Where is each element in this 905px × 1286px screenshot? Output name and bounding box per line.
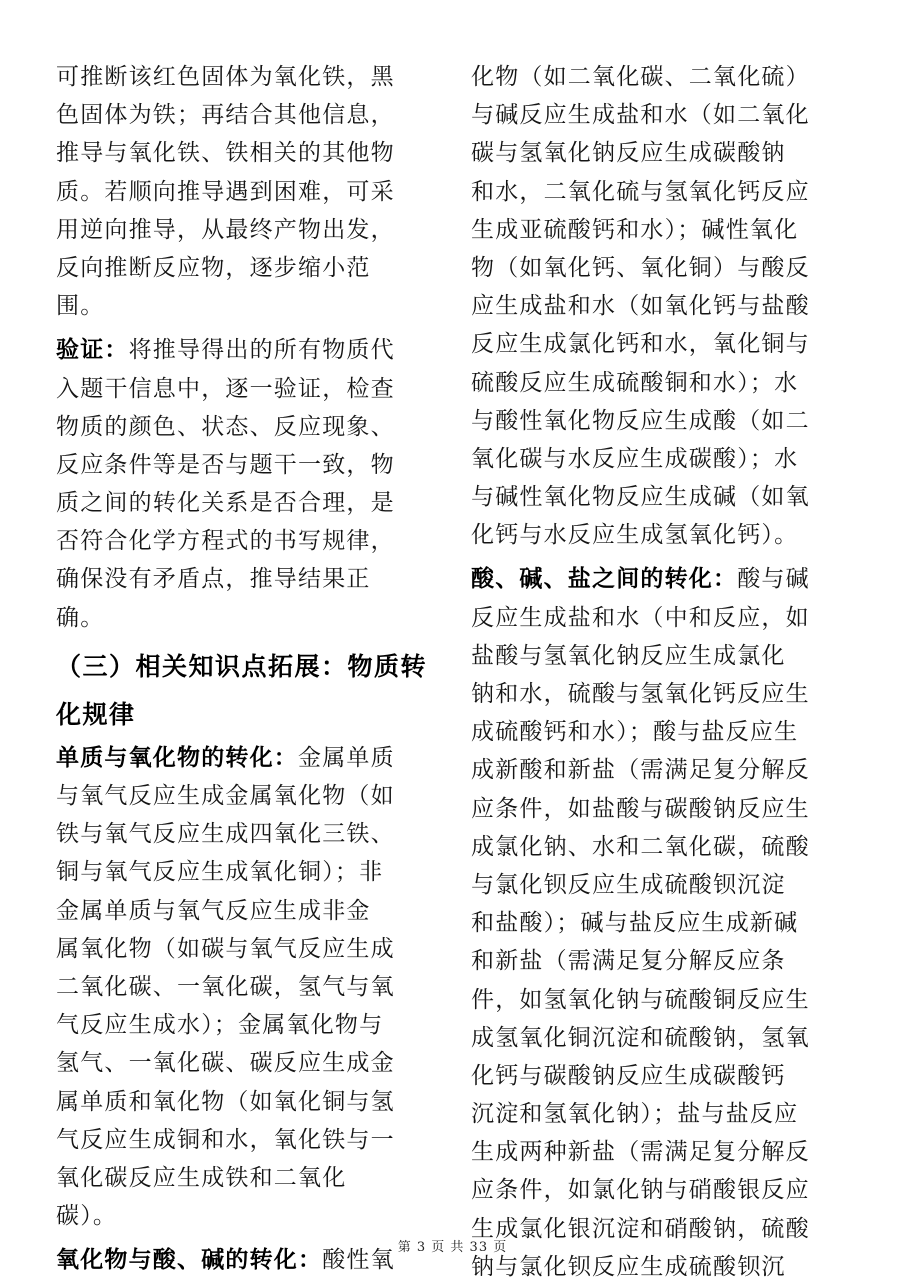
text-line: 二氧化碳、一氧化碳，氢气与氧 — [56, 973, 395, 1000]
right-column — [471, 58, 857, 1286]
text-line: 硫酸反应生成硫酸铜和水）；水 — [471, 369, 799, 396]
text-line: 和水，二氧化硫与氢氧化钙反应 — [471, 178, 810, 205]
text-line — [56, 331, 442, 369]
text-line: 与碱反应生成盐和水（如二氧化 — [471, 102, 810, 129]
text-line: 与氯化钡反应生成硫酸钡沉淀 — [471, 871, 786, 898]
element-oxide-label: 单质与氧化物的转化： — [56, 744, 298, 771]
text-line: 属氧化物（如碳与氧气反应生成 — [56, 935, 395, 962]
acid-base-salt-label: 酸、碱、盐之间的转化： — [471, 566, 738, 593]
text-line: 气反应生成铜和水，氧化铁与一 — [56, 1126, 395, 1153]
text-line: 沉淀和氢氧化钠）；盐与盐反应 — [471, 1101, 799, 1128]
text-line: 氧化碳与水反应生成碳酸）；水 — [471, 445, 799, 472]
text-line: 应条件，如氯化钠与硝酸银反应 — [471, 1177, 810, 1204]
heading-line: 化规律 — [56, 699, 136, 729]
paragraph-oxide-acid-cont — [471, 58, 857, 554]
text-line: 成氢氧化铜沉淀和硫酸钠，氢氧 — [471, 1024, 810, 1051]
text-line: 可推断该红色固体为氧化铁，黑 — [56, 64, 395, 90]
oxide-acid-label: 氧化物与酸、碱的转化： — [56, 1247, 323, 1274]
text-line: 反应生成盐和水（中和反应，如 — [471, 604, 810, 631]
text-line: 铜与氧气反应生成氧化铜）；非 — [56, 859, 384, 886]
paragraph-acid-base-salt — [471, 560, 857, 1286]
text-line: 用逆向推导，从最终产物出发， — [56, 216, 395, 243]
text-line — [56, 739, 442, 777]
text-line: 钠与氯化钡反应生成硫酸钡沉 — [471, 1253, 786, 1280]
text-line: 与酸性氧化物反应生成酸（如二 — [471, 407, 810, 434]
text-line: 氧化碳反应生成铁和二氧化 — [56, 1164, 347, 1191]
text-line: 质。若顺向推导遇到困难，可采 — [56, 178, 395, 205]
text-line: 生成亚硫酸钙和水）；碱性氧化 — [471, 216, 799, 243]
text-line: 金属单质与氧气反应生成非金 — [56, 897, 371, 924]
text-line: 生成氯化银沉淀和硝酸钠，硫酸 — [471, 1215, 810, 1242]
text-line: 化钙与水反应生成氢氧化钙）。 — [471, 522, 799, 549]
text-line: 属单质和氧化物（如氧化铜与氢 — [56, 1088, 395, 1115]
text-line: 件，如氢氧化钠与硫酸铜反应生 — [471, 986, 810, 1013]
text-line: 物（如氧化钙、氧化铜）与酸反 — [471, 254, 810, 281]
text-line: 物质的颜色、状态、反应现象、 — [56, 413, 395, 440]
text-line: 质之间的转化关系是否合理，是 — [56, 490, 395, 517]
text-line: 盐酸与氢氧化钠反应生成氯化 — [471, 642, 786, 669]
section-heading — [56, 643, 442, 739]
text-line: 钠和水，硫酸与氢氧化钙反应生 — [471, 681, 810, 707]
element-oxide-text: 金属单质 — [298, 744, 395, 771]
text-line: 碳与氢氧化钠反应生成碳酸钠 — [471, 140, 786, 167]
text-line: 应条件，如盐酸与碳酸钠反应生 — [471, 795, 810, 822]
text-line: 成新酸和新盐（需满足复分解反 — [471, 757, 810, 784]
left-column — [56, 58, 442, 1279]
text-line: 和新盐（需满足复分解反应条 — [471, 948, 786, 975]
text-line: 化物（如二氧化碳、二氧化硫） — [471, 64, 810, 90]
text-line: 确。 — [56, 604, 105, 631]
text-line: 气反应生成水）；金属氧化物与 — [56, 1012, 384, 1039]
text-line: 和盐酸）；碱与盐反应生成新碱 — [471, 910, 799, 937]
text-line: 铁与氧气反应生成四氧化三铁、 — [56, 821, 395, 848]
page-number-footer: 第 3 页 共 33 页 — [397, 1240, 508, 1255]
text-line: 确保没有矛盾点，推导结果正 — [56, 566, 371, 593]
text-line: 推导与氧化铁、铁相关的其他物 — [56, 140, 395, 167]
text-line: 氢气、一氧化碳、碳反应生成金 — [56, 1050, 395, 1077]
text-line: 生成两种新盐（需满足复分解反 — [471, 1139, 810, 1166]
text-line: 与氧气反应生成金属氧化物（如 — [56, 783, 395, 809]
text-line: 应生成盐和水（如氧化钙与盐酸 — [471, 293, 810, 320]
text-line: 碳）。 — [56, 1203, 118, 1230]
text-line: 否符合化学方程式的书写规律， — [56, 528, 395, 555]
text-line: 围。 — [56, 293, 105, 320]
text-line: 反应条件等是否与题干一致，物 — [56, 451, 395, 478]
paragraph-element-oxide — [56, 739, 442, 1235]
text-line: 入题干信息中，逐一验证，检查 — [56, 375, 395, 402]
text-line: 与碱性氧化物反应生成碱（如氧 — [471, 484, 810, 511]
text-line: 反应生成氯化钙和水，氧化铜与 — [471, 331, 810, 358]
text-line — [471, 560, 857, 598]
text-line: 成氯化钠、水和二氧化碳，硫酸 — [471, 833, 810, 860]
text-line: 色固体为铁；再结合其他信息， — [56, 102, 395, 129]
paragraph-verify — [56, 331, 442, 637]
acid-base-salt-text: 酸与碱 — [737, 566, 810, 593]
text-line: 成硫酸钙和水）；酸与盐反应生 — [471, 719, 799, 746]
heading-line: （三）相关知识点拓展：物质转 — [56, 651, 428, 681]
text-line: 化钙与碳酸钠反应生成碳酸钙 — [471, 1062, 786, 1089]
oxide-acid-text: 酸性氧 — [322, 1247, 395, 1274]
paragraph-inference — [56, 58, 442, 325]
text-line: 反向推断反应物，逐步缩小范 — [56, 254, 371, 281]
verify-text: 将推导得出的所有物质代 — [128, 337, 395, 364]
verify-label: 验证： — [56, 337, 129, 364]
